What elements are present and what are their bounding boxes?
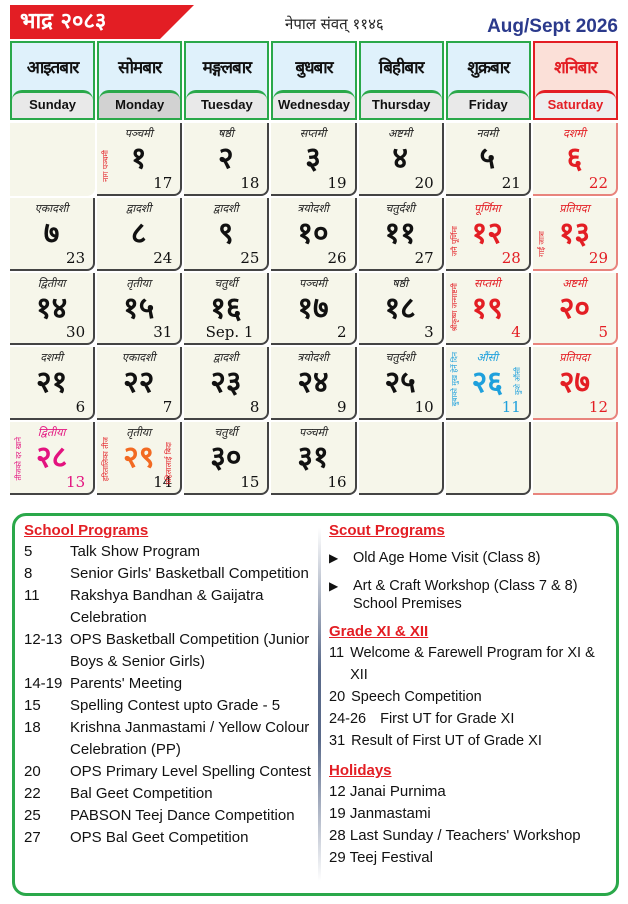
school-program-item: [24, 761, 314, 783]
tithi-label: दशमी: [40, 351, 63, 365]
tithi-label: द्वादशी: [213, 201, 239, 215]
nepali-date: १३: [558, 215, 591, 251]
day-cell: [271, 123, 356, 196]
day-cell: [97, 347, 182, 420]
day-cell: [359, 347, 444, 420]
festival-note: हरितालिका तीज: [101, 436, 111, 481]
english-date: 22: [588, 173, 608, 192]
day-cell: [184, 198, 269, 271]
english-date: 6: [75, 398, 86, 417]
festival-note: श्रीकृष्ण जन्माष्टमी: [449, 282, 459, 332]
tithi-label: प्रतिपदा: [559, 201, 590, 215]
event-text: Old Age Home Visit (Class 8): [353, 550, 541, 566]
holidays-title: Holidays: [329, 762, 392, 779]
nepali-month-title: भाद्र २०८३: [10, 5, 160, 39]
nepali-date: २७: [558, 365, 591, 401]
school-program-item: [24, 805, 314, 827]
event-day: 24-26: [329, 711, 367, 727]
day-cell: [10, 198, 95, 271]
event-day: 15: [24, 697, 41, 714]
tithi-label: औंसी: [476, 351, 499, 365]
nepali-date: १२: [471, 215, 503, 251]
day-cell: [271, 347, 356, 420]
english-date: 5: [598, 323, 608, 342]
school-programs-title: School Programs: [24, 522, 149, 539]
tithi-label: चतुर्दशी: [385, 351, 415, 365]
tithi-label: सप्तमी: [474, 276, 501, 290]
tithi-label: अष्टमी: [388, 127, 413, 140]
day-cell: [533, 273, 618, 346]
tithi-label: षष्ठी: [218, 127, 234, 140]
tithi-label: पूर्णिमा: [474, 201, 501, 215]
festival-note: नाग पञ्चमी: [101, 149, 111, 182]
event-day: 27: [24, 829, 41, 846]
festival-note: जनै पूर्णिमा: [449, 226, 459, 257]
event-day: 14-19: [24, 675, 63, 692]
event-text: Rakshya Bandhan & Gaijatra Celebration: [70, 587, 264, 626]
day-cell: [271, 422, 356, 495]
event-day: 31: [329, 733, 346, 749]
event-day: 20: [24, 763, 41, 780]
tithi-label: नवमी: [476, 127, 499, 140]
school-program-item: [24, 563, 314, 585]
weekday-nepali-label: आइतबार: [26, 58, 79, 78]
tithi-label: पञ्चमी: [298, 426, 327, 440]
holiday-item: 29 Teej Festival: [329, 849, 433, 866]
grade-program-item: [329, 686, 614, 708]
event-day: 11: [24, 587, 40, 604]
day-cell: [533, 123, 618, 196]
school-program-item: [24, 541, 314, 563]
school-program-item: [24, 673, 314, 695]
weekday-english-label: Monday: [99, 90, 180, 118]
english-date: 20: [414, 173, 434, 192]
festival-note-secondary: महिलालाई बिदा: [164, 442, 174, 485]
tithi-label: षष्ठी: [392, 276, 408, 290]
event-text: Speech Competition: [351, 689, 482, 705]
nepali-date: ७: [43, 215, 60, 251]
english-date: 11: [501, 398, 521, 417]
nepali-date: ४: [392, 141, 408, 176]
english-date: 10: [414, 398, 434, 417]
weekday-header-row: [10, 41, 618, 120]
weekday-saturday: [533, 41, 618, 120]
day-cell: [271, 273, 356, 346]
tithi-label: तृतीया: [126, 276, 152, 290]
event-day: 5: [24, 543, 33, 560]
empty-day-cell: [446, 422, 531, 495]
weekday-nepali-label: बुधबार: [295, 58, 333, 78]
weekday-friday: [446, 41, 531, 120]
nepali-date: २१: [35, 365, 68, 401]
weekday-wednesday: [271, 41, 356, 120]
events-panel: [12, 513, 619, 896]
tithi-label: पञ्चमी: [298, 276, 327, 290]
event-text: OPS Primary Level Spelling Contest: [70, 763, 311, 780]
event-day: 12-13: [24, 631, 63, 648]
scout-program-item: [329, 549, 614, 567]
english-date: 17: [153, 173, 173, 192]
tithi-label: एकादशी: [34, 201, 69, 215]
nepali-date: ८: [130, 215, 147, 251]
day-cell: [10, 273, 95, 346]
english-date: 18: [240, 173, 260, 192]
festival-note: गाईं जात्रा: [536, 230, 546, 257]
english-date: 28: [501, 248, 521, 267]
nepali-date: ५: [479, 141, 496, 176]
day-cell: [271, 198, 356, 271]
triangle-bullet-icon: ▶: [329, 551, 339, 565]
nepali-date: २०: [558, 290, 591, 326]
day-cell: [97, 273, 182, 346]
holiday-item: 28 Last Sunday / Teachers' Workshop: [329, 827, 581, 844]
column-divider: [318, 528, 321, 881]
tithi-label: द्वितीया: [37, 276, 66, 290]
tithi-label: दशमी: [563, 127, 586, 140]
nepali-date: २: [218, 141, 234, 176]
tithi-label: प्रतिपदा: [559, 351, 590, 365]
festival-note: तीजको दर खाने: [14, 437, 23, 481]
day-cell: [446, 123, 531, 196]
english-date: 31: [153, 323, 173, 342]
weekday-sunday: [10, 41, 95, 120]
event-day: 8: [24, 565, 33, 582]
event-day: 11: [329, 645, 345, 661]
tithi-label: त्रयोदशी: [297, 201, 329, 215]
right-events-column: [329, 522, 614, 869]
grade-xi-xii-title: Grade XI & XII: [329, 623, 429, 640]
english-date: 13: [66, 473, 86, 491]
english-date: 30: [66, 323, 86, 342]
nepali-date: १८: [384, 290, 416, 326]
calendar-grid: [10, 123, 618, 495]
english-date: 4: [511, 323, 521, 342]
school-program-item: [24, 629, 314, 673]
day-cell: [359, 198, 444, 271]
grade-program-item: [329, 642, 614, 686]
tithi-label: चतुर्थी: [214, 276, 238, 290]
nepali-date: ११: [384, 215, 416, 251]
nepali-date: ३०: [210, 440, 242, 476]
english-date: 15: [240, 473, 260, 491]
holiday-item: 12 Janai Purnima: [329, 783, 446, 800]
event-text: Krishna Janmastami / Yellow Colour Celebration (PP): [70, 719, 310, 758]
tithi-label: अष्टमी: [562, 276, 587, 290]
weekday-nepali-label: बिहीबार: [378, 58, 424, 78]
english-date: 16: [327, 473, 347, 491]
scout-program-item: [329, 577, 614, 613]
event-text: PABSON Teej Dance Competition: [70, 807, 295, 824]
english-date: 2: [337, 323, 347, 342]
event-text: Senior Girls' Basketball Competition: [70, 565, 309, 582]
nepali-date: ३१: [297, 440, 329, 476]
school-program-item: [24, 585, 314, 629]
empty-day-cell: [359, 422, 444, 495]
event-text: Welcome & Farewell Program for XI & XII: [350, 645, 595, 683]
tithi-label: एकादशी: [121, 351, 156, 365]
nepali-date: २२: [123, 365, 155, 401]
nepali-date: २९: [123, 440, 155, 476]
grade-program-item: [329, 730, 614, 752]
event-day: 22: [24, 785, 41, 802]
day-cell: [10, 347, 95, 420]
weekday-english-label: Wednesday: [273, 90, 354, 118]
grade-program-item: [329, 708, 614, 730]
month-tab-decoration: [160, 5, 194, 39]
tithi-label: द्वादशी: [213, 351, 239, 365]
event-day: 18: [24, 719, 41, 736]
event-text: First UT for Grade XI: [380, 711, 515, 727]
school-programs-section: [24, 522, 314, 849]
day-cell: [359, 273, 444, 346]
event-text: OPS Bal Geet Competition: [70, 829, 249, 846]
festival-note-secondary: कुशे औंसी: [512, 367, 522, 396]
school-program-item: [24, 717, 314, 761]
day-cell: [446, 273, 531, 346]
empty-day-cell: [533, 422, 618, 495]
nepali-date: २५: [384, 365, 416, 401]
holiday-item: 19 Janmastami: [329, 805, 431, 822]
tithi-label: त्रयोदशी: [297, 351, 329, 365]
event-text: Result of First UT of Grade XI: [351, 733, 542, 749]
english-date: 27: [414, 248, 434, 267]
english-date: 9: [337, 398, 347, 417]
nepali-date: १७: [297, 290, 329, 326]
tithi-label: सप्तमी: [299, 127, 327, 140]
event-text: Art & Craft Workshop (Class 7 & 8) School Premises: [353, 578, 578, 612]
event-day: 20: [329, 689, 346, 705]
nepali-date: ९: [218, 215, 234, 251]
nepali-date: १६: [210, 290, 242, 326]
tithi-label: चतुर्थी: [214, 426, 238, 440]
day-cell: [446, 347, 531, 420]
tithi-label: चतुर्दशी: [385, 201, 415, 215]
nepali-date: १४: [35, 290, 68, 326]
nepali-date: २६: [471, 365, 503, 401]
day-cell: [533, 347, 618, 420]
weekday-english-label: Tuesday: [186, 90, 267, 118]
day-cell: [97, 422, 182, 495]
english-month-title: Aug/Sept 2026: [487, 16, 618, 37]
weekday-english-label: Saturday: [535, 90, 616, 118]
event-text: Parents' Meeting: [70, 675, 183, 692]
weekday-tuesday: [184, 41, 269, 120]
empty-day-cell: [10, 123, 95, 196]
day-cell: [446, 198, 531, 271]
day-cell: [533, 198, 618, 271]
nepali-date: २८: [35, 440, 68, 476]
triangle-bullet-icon: ▶: [329, 579, 339, 593]
tithi-label: तृतीया: [126, 426, 152, 440]
tithi-label: द्वादशी: [126, 201, 152, 215]
english-date: 7: [162, 398, 173, 417]
event-text: Talk Show Program: [70, 543, 201, 560]
english-date: 29: [588, 248, 608, 267]
event-text: OPS Basketball Competition (Junior Boys & Senior Girls): [70, 631, 310, 670]
english-date: 8: [249, 398, 260, 417]
english-date: 21: [501, 173, 521, 192]
weekday-nepali-label: शुक्रबार: [467, 58, 510, 78]
day-cell: [10, 422, 95, 495]
english-date: 26: [327, 248, 347, 267]
weekday-nepali-label: सोमबार: [118, 58, 162, 78]
tithi-label: द्वितीया: [37, 426, 66, 440]
nepal-samvat: नेपाल संवत् ११४६: [285, 15, 384, 33]
day-cell: [97, 123, 182, 196]
english-date: Sep. 1: [205, 323, 254, 342]
nepali-date: २३: [210, 365, 242, 401]
weekday-nepali-label: शनिबार: [554, 58, 597, 78]
english-date: 25: [240, 248, 260, 267]
nepali-date: २४: [297, 365, 329, 401]
english-date: 24: [153, 248, 173, 267]
school-program-item: [24, 827, 314, 849]
scout-programs-title: Scout Programs: [329, 522, 445, 539]
english-date: 14: [153, 473, 173, 491]
weekday-nepali-label: मङ्गलबार: [202, 58, 252, 78]
tithi-label: पञ्चमी: [124, 127, 153, 140]
day-cell: [184, 123, 269, 196]
event-text: Bal Geet Competition: [70, 785, 213, 802]
english-date: 3: [424, 323, 434, 342]
weekday-monday: [97, 41, 182, 120]
calendar-header: [0, 0, 628, 42]
event-day: 25: [24, 807, 41, 824]
school-program-item: [24, 783, 314, 805]
event-text: Spelling Contest upto Grade - 5: [70, 697, 281, 714]
nepali-date: ३: [305, 141, 321, 176]
nepali-date: ६: [566, 141, 583, 176]
day-cell: [359, 123, 444, 196]
weekday-english-label: Thursday: [361, 90, 442, 118]
festival-note: बुबाको मुख हेर्ने दिन: [449, 351, 459, 407]
day-cell: [97, 198, 182, 271]
nepali-date: १९: [471, 290, 503, 326]
weekday-thursday: [359, 41, 444, 120]
weekday-english-label: Friday: [448, 90, 529, 118]
day-cell: [184, 422, 269, 495]
nepali-date: १: [130, 141, 147, 176]
day-cell: [184, 273, 269, 346]
weekday-english-label: Sunday: [12, 90, 93, 118]
english-date: 19: [327, 173, 347, 192]
school-program-item: [24, 695, 314, 717]
english-date: 23: [66, 248, 86, 267]
nepali-date: १५: [123, 290, 155, 326]
day-cell: [184, 347, 269, 420]
nepali-date: १०: [297, 215, 329, 251]
english-date: 12: [588, 398, 608, 417]
